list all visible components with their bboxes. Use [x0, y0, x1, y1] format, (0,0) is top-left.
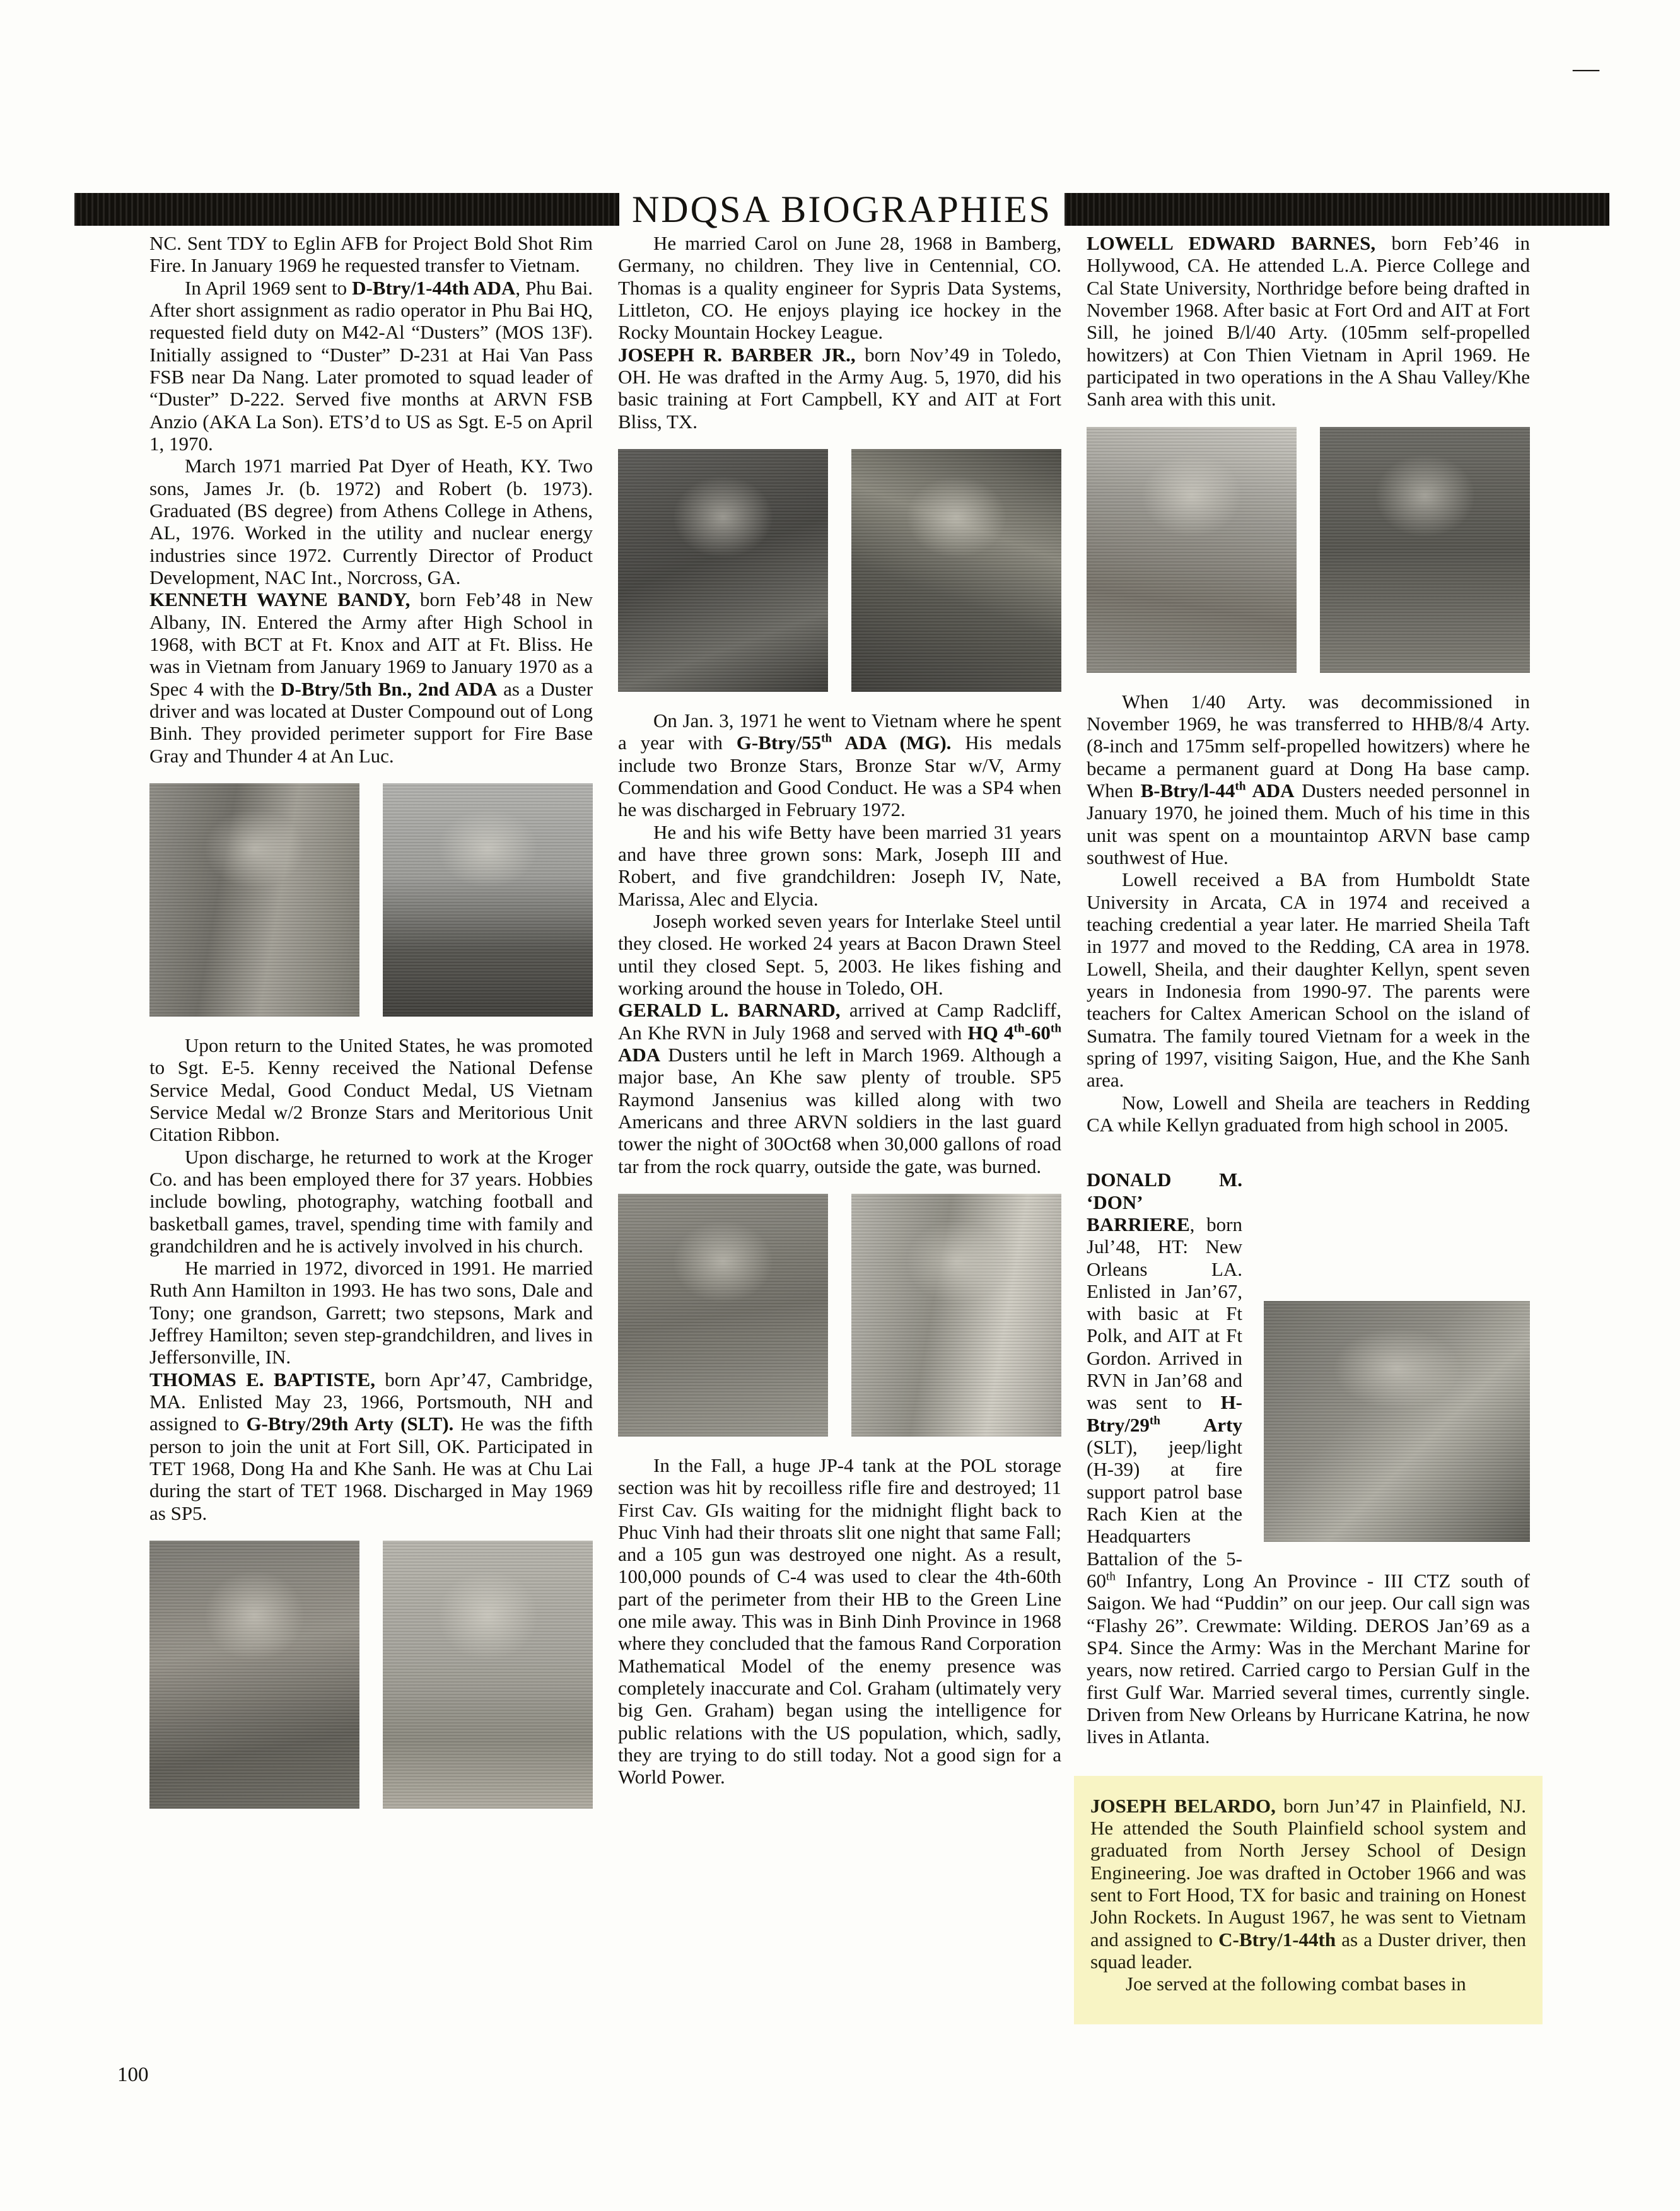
bio-paragraph: Now, Lowell and Sheila are teachers in Redding CA while Kellyn graduated from high school in 2005.	[1087, 1091, 1530, 1136]
photo-barber-young	[618, 449, 828, 692]
page-title: NDQSA BIOGRAPHIES	[631, 189, 1053, 230]
photo-barber-fish	[851, 449, 1061, 692]
bio-paragraph: When 1/40 Arty. was decommissioned in November 1969, he was transferred to HHB/8/4 Arty. (8-inch and 175mm self-propelled howitzers) where he became a permanent guard at Dong Ha base camp. When B-Btry/l-44th ADA Dusters needed personnel in January 1970, he joined them. Much of his time in this unit was spent on a mountaintop ARVN base camp southwest of Hue.	[1087, 690, 1530, 868]
bio-paragraph: Lowell received a BA from Humboldt State University in Arcata, CA in 1974 and received a teaching credential a year later. He married Sheila Taft in 1977 and moved to the Redding, CA area in 1978. Lowell, Sheila, and their daughter Kellyn, spent seven years in Indonesia from 1990-97. The parents were teachers for Caltex American School on the island of Sumatra. The family toured Vietnam for a week in the spring of 1997, visiting Saigon, Hue, and the Khe Sanh area.	[1087, 868, 1530, 1092]
bio-paragraph: Upon return to the United States, he was promoted to Sgt. E-5. Kenny received the National Defense Service Medal, Good Conduct Medal, US Vietnam Service Medal w/2 Bronze Stars and Meritorious Unit Citation Ribbon.	[149, 1034, 593, 1146]
photo-barnes-standing	[1320, 427, 1530, 673]
photo-row-barnard	[618, 1194, 1061, 1437]
photo-row-bandy	[149, 783, 593, 1017]
bio-heading-paragraph: GERALD L. BARNARD, arrived at Camp Radcliff, An Khe RVN in July 1968 and served with HQ 4th-60th ADA Dusters until he left in March 1969. Although a major base, An Khe saw plenty of trouble. SP5 Raymond Jansenius was killed along with two Americans and three ARVN soldiers in the last guard tower the night of 30Oct68 when 30,000 gallons of road tar from the rock quarry, outside the gate, was burned.	[618, 999, 1061, 1177]
photo-row-barber	[618, 449, 1061, 692]
bio-paragraph: Joseph worked seven years for Interlake Steel until they closed. He worked 24 years at Bacon Drawn Steel until they closed Sept. 5, 2003. He likes fishing and working around the house in Toledo, OH.	[618, 909, 1061, 999]
bio-heading-paragraph: JOSEPH BELARDO, born Jun’47 in Plainfield, NJ. He attended the South Plainfield school system and graduated from North Jersey School of Design Engineering. Joe was drafted in October 1966 and was sent to Fort Hood, TX for basic and training on Honest John Rockets. In August 1967, he was sent to Vietnam and assigned to C-Btry/1-44th as a Duster driver, then squad leader.	[1090, 1794, 1527, 1973]
bio-paragraph: March 1971 married Pat Dyer of Heath, KY. Two sons, James Jr. (b. 1972) and Robert (b. 1973). Graduated (BS degree) from Athens College in Athens, AL, 1976. Worked in the utility and nuclear energy industries since 1972. Currently Director of Product Development, NAC Int., Norcross, GA.	[149, 455, 593, 588]
photo-barnes-glasses	[1087, 427, 1297, 673]
column-2	[618, 232, 1061, 2024]
bio-paragraph: On Jan. 3, 1971 he went to Vietnam where he spent a year with G-Btry/55th ADA (MG). His medals include two Bronze Stars, Bronze Star w/V, Army Commendation and Good Conduct. He was a SP4 when he was discharged in February 1972.	[618, 709, 1062, 821]
column-1	[149, 232, 593, 2024]
bio-paragraph: He and his wife Betty have been married 31 years and have three grown sons: Mark, Joseph III and Robert, and five grandchildren: Joseph IV, Nate, Marissa, Alec and Elycia.	[618, 820, 1061, 910]
photo-row-baptiste	[149, 1541, 593, 1809]
bio-heading-paragraph: THOMAS E. BAPTISTE, born Apr’47, Cambridge, MA. Enlisted May 23, 1966, Portsmouth, NH and assigned to G-Btry/29th Arty (SLT). He was the fifth person to join the unit at Fort Sill, OK. Participated in TET 1968, Dong Ha and Khe Sanh. He was at Chu Lai during the start of TET 1968. Discharged in May 1969 as SP5.	[149, 1368, 593, 1524]
bio-paragraph: He married in 1972, divorced in 1991. He married Ruth Ann Hamilton in 1993. He has two sons, Dale and Tony; one grandson, Garrett; two stepsons, Mark and Jeffrey Hamilton; seven step-grandchildren, and lives in Jeffersonville, IN.	[149, 1257, 593, 1368]
columns	[149, 232, 1531, 2024]
bio-heading-paragraph: DONALD M. ‘DON’ BARRIERE, born Jul’48, HT: New Orleans LA. Enlisted in Jan’67, with basic at Ft Polk, and AIT at Ft Gordon. Arrived in RVN in Jan’68 and was sent to H-Btry/29th Arty (SLT), jeep/light (H-39) at fire support patrol base Rach Kien at the Headquarters Battalion of the 5-60th Infantry, Long An Province - III CTZ south of Saigon. We had “Puddin” on our jeep. Our call sign was “Flashy 26”. Crewmate: Wilding. DEROS Jan’69 as a SP4. Since the Army: Was in the Merchant Marine for years, now retired. Carried cargo to Persian Gulf in the first Gulf War. Married several times, currently single. Driven from New Orleans by Hurricane Katrina, he now lives in Atlanta.	[1087, 1169, 1530, 1748]
bio-heading-paragraph: LOWELL EDWARD BARNES, born Feb’46 in Hollywood, CA. He attended L.A. Pierce College and Cal State University, Northridge before being drafted in November 1968. After basic at Fort Ord and AIT at Fort Sill, he joined B/l/40 Arty. (105mm self-propelled howitzers) at Con Thien Vietnam in April 1969. He participated in two operations in the A Shau Valley/Khe Sanh area with this unit.	[1087, 232, 1530, 411]
photo-barnard-seated	[851, 1194, 1061, 1437]
photo-barriere-portrait	[1264, 1301, 1530, 1542]
page-number: 100	[117, 2063, 149, 2086]
header-bar-left	[74, 193, 619, 226]
bio-paragraph: Joe served at the following combat bases in	[1126, 1973, 1466, 1995]
bio-paragraph: In April 1969 sent to D-Btry/1-44th ADA, Phu Bai. After short assignment as radio operator in Phu Bai HQ, requested field duty on M42-Al “Dusters” (MOS 13F). Initially assigned to “Duster” D-231 at Hai Van Pass FSB near Da Nang. Later promoted to squad leader of “Duster” D-222. Served five months at ARVN FSB Anzio (AKA La Son). ETS’d to US as Sgt. E-5 on April 1, 1970.	[149, 276, 593, 455]
bio-paragraph: NC. Sent TDY to Eglin AFB for Project Bold Shot Rim Fire. In January 1969 he requested transfer to Vietnam.	[149, 232, 593, 277]
photo-barnard-soldier	[618, 1194, 828, 1437]
bio-paragraph: Upon discharge, he returned to work at the Kroger Co. and has been employed there for 37 years. Hobbies include bowling, photography, watching football and basketball games, travel, spending time with family and grandchildren and he is actively involved in his church.	[149, 1145, 593, 1257]
header-bar-right	[1065, 193, 1609, 226]
top-right-mark: —	[1573, 54, 1599, 83]
photo-row-barnes	[1087, 427, 1530, 673]
bio-heading-paragraph: JOSEPH R. BARBER JR., born Nov’49 in Toledo, OH. He was drafted in the Army Aug. 5, 1970, did his basic training at Fort Campbell, KY and AIT at Fort Bliss, TX.	[618, 343, 1062, 433]
bio-paragraph: He married Carol on June 28, 1968 in Bamberg, Germany, no children. They live in Centennial, CO. Thomas is a quality engineer for Sypris Data Systems, Littleton, CO. He enjoys playing ice hockey in the Rocky Mountain Hockey League.	[618, 232, 1061, 344]
highlighted-bio-belardo	[1074, 1776, 1543, 2024]
photo-bandy-portrait	[383, 783, 593, 1017]
bio-heading-paragraph: KENNETH WAYNE BANDY, born Feb’48 in New Albany, IN. Entered the Army after High School in 1968, with BCT at Ft. Knox and AIT at Ft. Bliss. He was in Vietnam from January 1969 to January 1970 as a Spec 4 with the D-Btry/5th Bn., 2nd ADA as a Duster driver and was located at Duster Compound out of Long Binh. They provided perimeter support for Fire Base Gray and Thunder 4 at An Luc.	[149, 588, 593, 767]
bio-barriere	[1087, 1169, 1530, 1748]
column-3	[1087, 232, 1530, 2024]
photo-baptiste-vietnam	[149, 1541, 359, 1809]
bio-paragraph: In the Fall, a huge JP-4 tank at the POL storage section was hit by recoilless rifle fire and destroyed; 11 First Cav. GIs waiting for the midnight flight back to Phuc Vinh had their throats slit one night that same Fall; and a 105 gun was destroyed one night. As a result, 100,000 pounds of C-4 was used to clear the 4th-60th part of the perimeter from their HB to the Green Line one mile away. This was in Binh Dinh Province in 1968 where they concluded that the famous Rand Corporation Mathematical Model of the enemy presence was completely inaccurate and Col. Graham (ultimately very big Gen. Graham) began using the intelligence for public relations with the US population, which, sadly, they are trying to do still today. Not a good sign for a World Power.	[618, 1454, 1061, 1788]
photo-bandy-vietnam	[149, 783, 359, 1017]
photo-baptiste-beach	[383, 1541, 593, 1809]
page-header	[74, 188, 1609, 231]
